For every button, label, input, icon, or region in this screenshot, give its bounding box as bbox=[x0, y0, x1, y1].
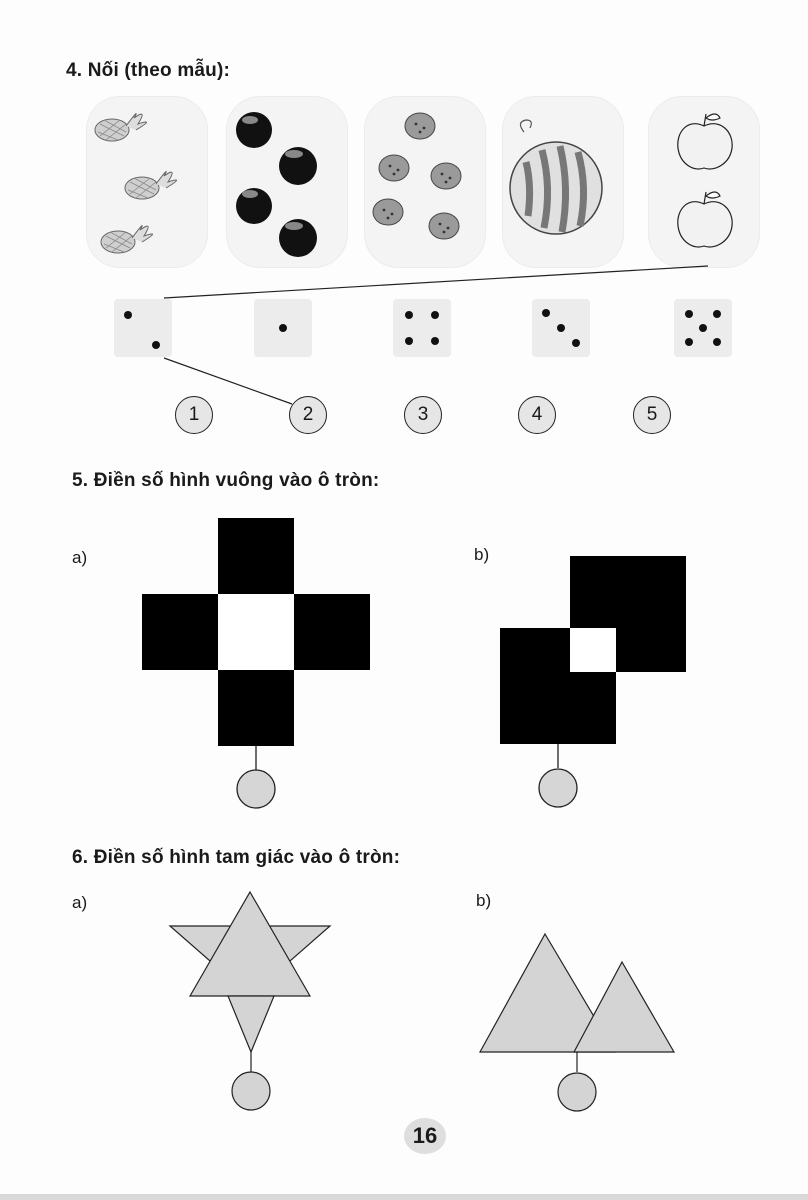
triangles-figure-b bbox=[480, 934, 674, 1111]
number-circle-2[interactable]: 2 bbox=[289, 396, 327, 434]
answer-circle-6b bbox=[558, 1073, 596, 1111]
number-circle-3[interactable]: 3 bbox=[404, 396, 442, 434]
triangles-figure-a bbox=[170, 892, 330, 1110]
exercise-6-part-a-label: a) bbox=[72, 893, 88, 912]
exercise-5-part-a-label: a) bbox=[72, 548, 88, 567]
exercise-6-part-b-label: b) bbox=[476, 891, 492, 910]
exercise-4-title: 4. Nối (theo mẫu): bbox=[66, 60, 231, 81]
number-circle-4[interactable]: 4 bbox=[518, 396, 556, 434]
number-circle-5[interactable]: 5 bbox=[633, 396, 671, 434]
page-edge bbox=[0, 1194, 808, 1200]
page-number: 16 bbox=[404, 1118, 446, 1154]
exercise-5-part-b-label: b) bbox=[474, 545, 490, 564]
answer-circle-6a bbox=[232, 1072, 270, 1110]
number-circle-1[interactable]: 1 bbox=[175, 396, 213, 434]
exercise-6-title: 6. Điền số hình tam giác vào ô tròn: bbox=[72, 847, 401, 868]
exercise-5-title: 5. Điền số hình vuông vào ô tròn: bbox=[72, 470, 380, 491]
